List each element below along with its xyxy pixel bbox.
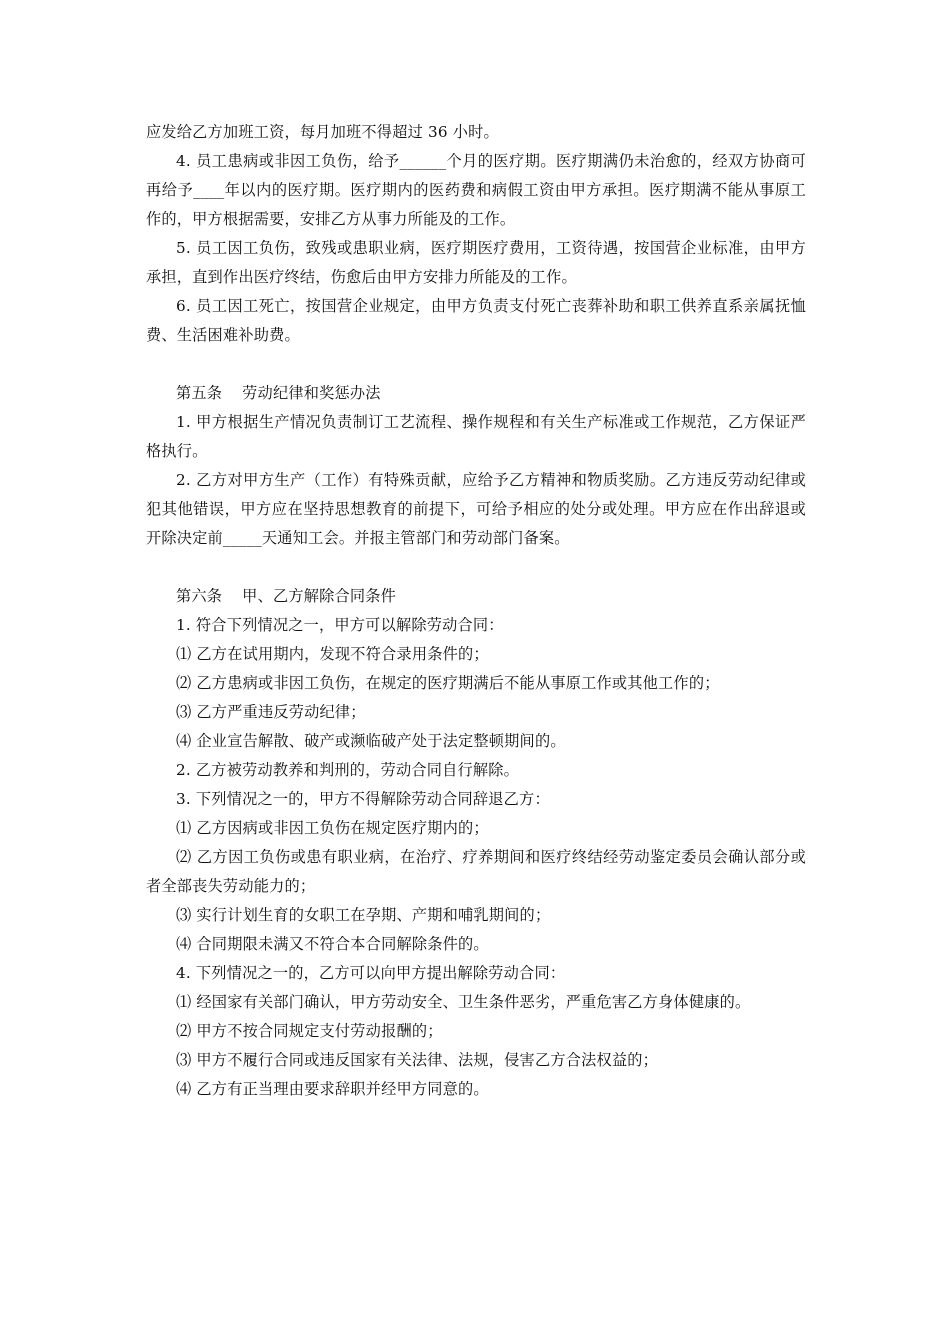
article-6-clause-4: 4. 下列情况之一的，乙方可以向甲方提出解除劳动合同： bbox=[176, 964, 566, 982]
article-6-clause-4-item-1: ⑴ 经国家有关部门确认，甲方劳动安全、卫生条件恶劣，严重危害乙方身体健康的。 bbox=[176, 993, 751, 1011]
article-6-clause-3-item-2: ⑵ 乙方因工负伤或患有职业病，在治疗、疗养期间和医疗终结经劳动鉴定委员会确认部分或者全部丧失劳动能力的； bbox=[146, 848, 806, 895]
article-6-title: 甲、乙方解除合同条件 bbox=[242, 587, 397, 605]
article-6-clause-4-item-4: ⑷ 乙方有正当理由要求辞职并经甲方同意的。 bbox=[176, 1080, 489, 1098]
article-6-clause-1-item-1: ⑴ 乙方在试用期内，发现不符合录用条件的； bbox=[176, 645, 489, 663]
article-6-heading bbox=[146, 582, 806, 611]
article-6-number: 第六条 bbox=[176, 587, 223, 605]
article-6-clause-2: 2. 乙方被劳动教养和判刑的，劳动合同自行解除。 bbox=[176, 761, 520, 779]
article-6-clause-3-item-4: ⑷ 合同期限未满又不符合本合同解除条件的。 bbox=[176, 935, 489, 953]
article-6-clause-1: 1. 符合下列情况之一，甲方可以解除劳动合同： bbox=[176, 616, 504, 634]
article-6-clause-1-item-2: ⑵ 乙方患病或非因工负伤，在规定的医疗期满后不能从事原工作或其他工作的； bbox=[176, 674, 720, 692]
article-5-title: 劳动纪律和奖惩办法 bbox=[242, 384, 381, 402]
article-5-clause-1: 1. 甲方根据生产情况负责制订工艺流程、操作规程和有关生产标准或工作规范，乙方保证严格执行。 bbox=[146, 413, 806, 460]
article-5-clause-2: 2. 乙方对甲方生产（工作）有特殊贡献，应给予乙方精神和物质奖励。乙方违反劳动纪律或犯其他错误，甲方应在坚持思想教育的前提下，可给予相应的处分或处理。甲方应在作出辞退或开除决定前_____天通知工会。并报主管部门和劳动部门备案。 bbox=[146, 471, 806, 547]
article-6-clause-3-item-1: ⑴ 乙方因病或非因工负伤在规定医疗期内的； bbox=[176, 819, 489, 837]
article-6-clause-4-item-2: ⑵ 甲方不按合同规定支付劳动报酬的； bbox=[176, 1022, 443, 1040]
article-6-clause-1-item-3: ⑶ 乙方严重违反劳动纪律； bbox=[176, 703, 366, 721]
clause-5-paragraph: 5. 员工因工负伤，致残或患职业病，医疗期医疗费用，工资待遇，按国营企业标准，由甲方承担，直到作出医疗终结，伤愈后由甲方安排力所能及的工作。 bbox=[146, 239, 806, 286]
clause-4-paragraph: 4. 员工患病或非因工负伤，给予______个月的医疗期。医疗期满仍未治愈的，经双方协商可再给予____年以内的医疗期。医疗期内的医药费和病假工资由甲方承担。医疗期满不能从事原工作的，甲方根据需要，安排乙方从事力所能及的工作。 bbox=[146, 152, 806, 228]
clause-6-paragraph: 6. 员工因工死亡，按国营企业规定，由甲方负责支付死亡丧葬补助和职工供养直系亲属抚恤费、生活困难补助费。 bbox=[146, 297, 806, 344]
article-6-clause-1-item-4: ⑷ 企业宣告解散、破产或濒临破产处于法定整顿期间的。 bbox=[176, 732, 566, 750]
document-body bbox=[146, 118, 806, 1104]
section-gap bbox=[146, 553, 806, 582]
continued-paragraph: 应发给乙方加班工资，每月加班不得超过 36 小时。 bbox=[146, 123, 499, 141]
article-6-clause-3: 3. 下列情况之一的，甲方不得解除劳动合同辞退乙方： bbox=[176, 790, 550, 808]
section-gap bbox=[146, 350, 806, 379]
article-6-clause-3-item-3: ⑶ 实行计划生育的女职工在孕期、产期和哺乳期间的； bbox=[176, 906, 551, 924]
article-5-heading bbox=[146, 379, 806, 408]
article-6-clause-4-item-3: ⑶ 甲方不履行合同或违反国家有关法律、法规，侵害乙方合法权益的； bbox=[176, 1051, 659, 1069]
article-5-number: 第五条 bbox=[176, 384, 223, 402]
